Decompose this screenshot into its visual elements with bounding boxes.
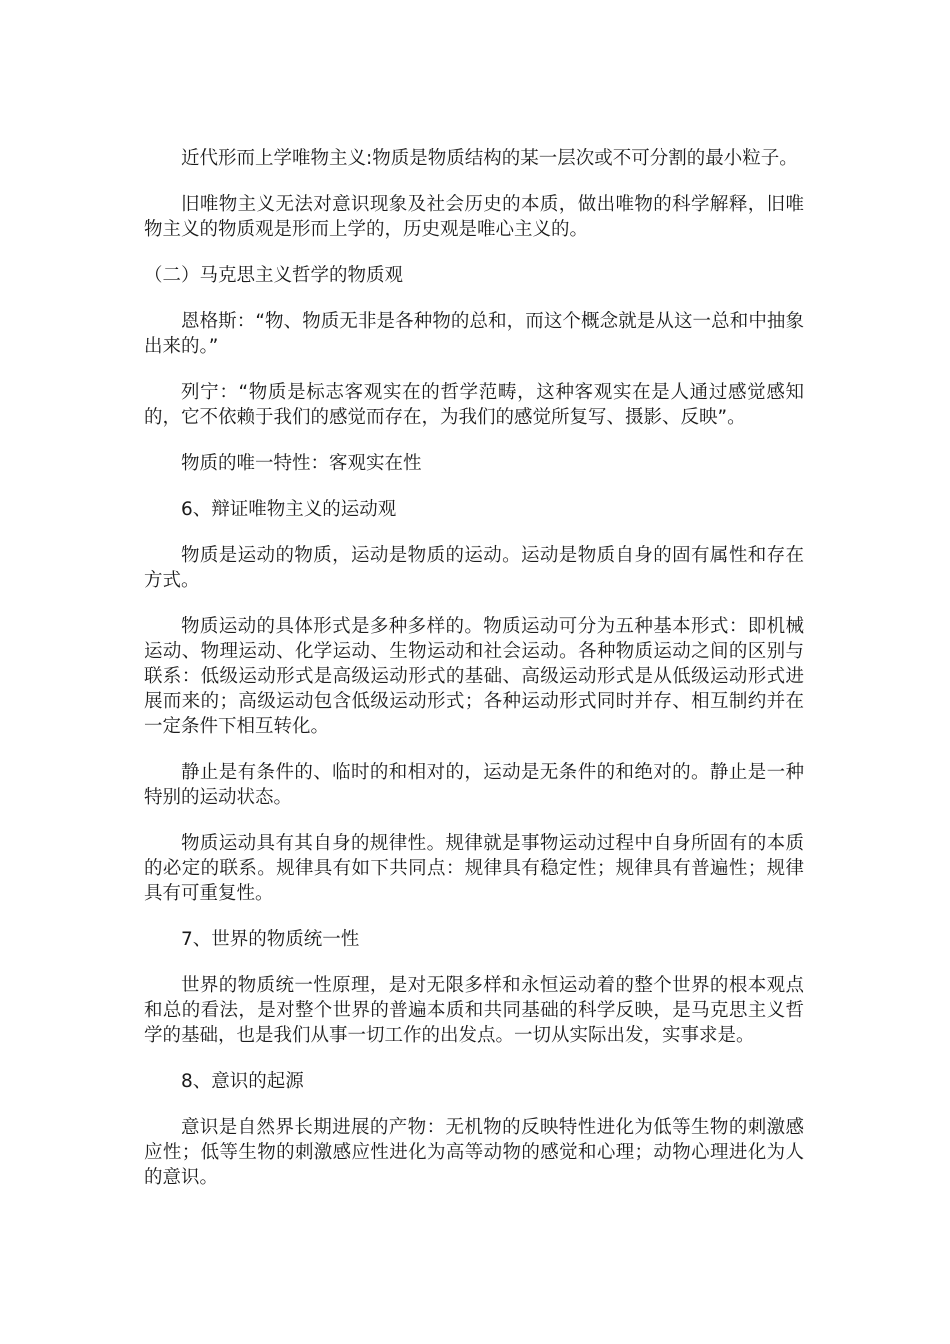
paragraph-sole-property-of-matter: 物质的唯一特性：客观实在性 (181, 453, 422, 474)
paragraph-old-materialism: 旧唯物主义无法对意识现象及社会历史的本质，做出唯物的科学解释，旧唯物主义的物质观是形而上学的，历史观是唯心主义的。 (144, 194, 804, 240)
paragraph-engels-quote: 恩格斯：“物、物质无非是各种物的总和，而这个概念就是从这一总和中抽象出来的。” (144, 311, 804, 357)
paragraph-matter-and-motion: 物质是运动的物质，运动是物质的运动。运动是物质自身的固有属性和存在方式。 (144, 545, 804, 591)
section-heading-marxist-view-of-matter: （二）马克思主义哲学的物质观 (144, 265, 404, 286)
heading-material-unity: 7、世界的物质统一性 (181, 929, 360, 950)
paragraph-modern-metaphysical-materialism: 近代形而上学唯物主义:物质是物质结构的某一层次或不可分割的最小粒子。 (181, 148, 798, 169)
heading-origin-of-consciousness: 8、意识的起源 (181, 1071, 304, 1092)
paragraph-laws-of-motion: 物质运动具有其自身的规律性。规律就是事物运动过程中自身所固有的本质的必定的联系。规律具有如下共同点：规律具有稳定性；规律具有普遍性；规律具有可重复性。 (144, 833, 804, 904)
document-body (144, 146, 804, 1211)
paragraph-forms-of-motion: 物质运动的具体形式是多种多样的。物质运动可分为五种基本形式：即机械运动、物理运动、化学运动、生物运动和社会运动。各种物质运动之间的区别与联系：低级运动形式是高级运动形式的基础、高级运动形式是从低级运动形式进展而来的；高级运动包含低级运动形式；各种运动形式同时并存、相互制约并在一定条件下相互转化。 (144, 616, 804, 737)
paragraph-material-unity-principle: 世界的物质统一性原理，是对无限多样和永恒运动着的整个世界的根本观点和总的看法，是对整个世界的普遍本质和共同基础的科学反映，是马克思主义哲学的基础，也是我们从事一切工作的出发点。一切从实际出发，实事求是。 (144, 975, 804, 1046)
heading-dialectical-motion: 6、辩证唯物主义的运动观 (181, 499, 397, 520)
paragraph-origin-of-consciousness: 意识是自然界长期进展的产物：无机物的反映特性进化为低等生物的刺激感应性；低等生物的刺激感应性进化为高等动物的感觉和心理；动物心理进化为人的意识。 (144, 1117, 804, 1188)
paragraph-rest-and-motion: 静止是有条件的、临时的和相对的，运动是无条件的和绝对的。静止是一种特别的运动状态。 (144, 762, 804, 808)
paragraph-lenin-quote: 列宁：“物质是标志客观实在的哲学范畴，这种客观实在是人通过感觉感知的，它不依赖于我们的感觉而存在，为我们的感觉所复写、摄影、反映”。 (144, 382, 804, 428)
